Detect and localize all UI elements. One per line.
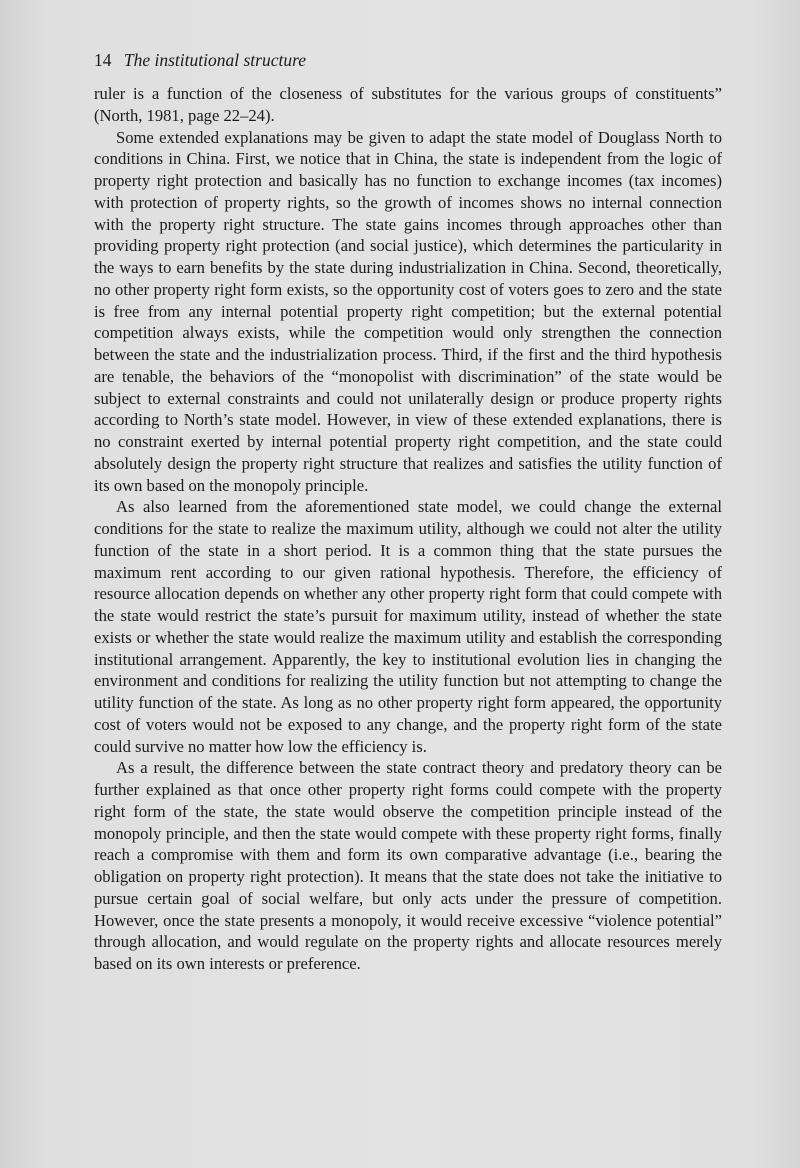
paragraph-continued: ruler is a function of the closeness of substitutes for the various groups of constituents” (North, 1981, page 22–24). [94,84,722,125]
paragraph: As a result, the difference between the state contract theory and predatory theory can be further explained as that once other property right forms could compete with the property right form of the state, the state would observe the competition principle instead of the monopoly principle, and then the state would compete with these property right forms, finally reach a compromise with them and form its own comparative advantage (i.e., bearing the obligation on property right protection). It means that the state does not take the initiative to pursue certain goal of social welfare, but only acts under the pressure of competition. However, once the state presents a monopoly, it would receive excessive “violence potential” through allocation, and would regulate on the property rights and allocate resources merely based on its own interests or preference. [94,758,722,973]
paragraph: As also learned from the aforementioned state model, we could change the external conditions for the state to realize the maximum utility, although we could not alter the utility function of the state in a short period. It is a common thing that the state pursues the maximum rent according to our given rational hypothesis. Therefore, the efficiency of resource allocation depends on whether any other property right form that could compete with the state would restrict the state’s pursuit for maximum utility, instead of whether the state exists or whether the state would realize the maximum utility and establish the corresponding institutional arrangement. Apparently, the key to institutional evolution lies in changing the environment and conditions for realizing the utility function but not attempting to change the utility function of the state. As long as no other property right form appeared, the opportunity cost of voters would not be exposed to any change, and the property right form of the state could survive no matter how low the efficiency is. [94,497,722,756]
paragraph: Some extended explanations may be given to adapt the state model of Douglass North to conditions in China. First, we notice that in China, the state is independent from the logic of property right protection and basically has no function to exchange incomes (tax incomes) with protection of property rights, so the growth of incomes shows no internal connection with the property right structure. The state gains incomes through approaches other than providing property right protection (and social justice), which determines the particularity in the ways to earn benefits by the state during industrialization in China. Second, theoretically, no other property right form exists, so the opportunity cost of voters goes to zero and the state is free from any internal potential property right competition; but the external potential competition always exists, while the competition would only strengthen the connection between the state and the industrialization process. Third, if the first and the third hypothesis are tenable, the behaviors of the “monopolist with discrimination” of the state would be subject to external constraints and could not unilaterally design or produce property rights according to North’s state model. However, in view of these extended explanations, there is no constraint exerted by internal potential property right competition, and the state could absolutely design the property right structure that realizes and satisfies the utility function of its own based on the monopoly principle. [94,127,722,495]
running-head [94,48,306,72]
body-text [94,83,722,975]
running-title: The institutional structure [123,50,307,70]
page-number: 14 [94,50,112,70]
